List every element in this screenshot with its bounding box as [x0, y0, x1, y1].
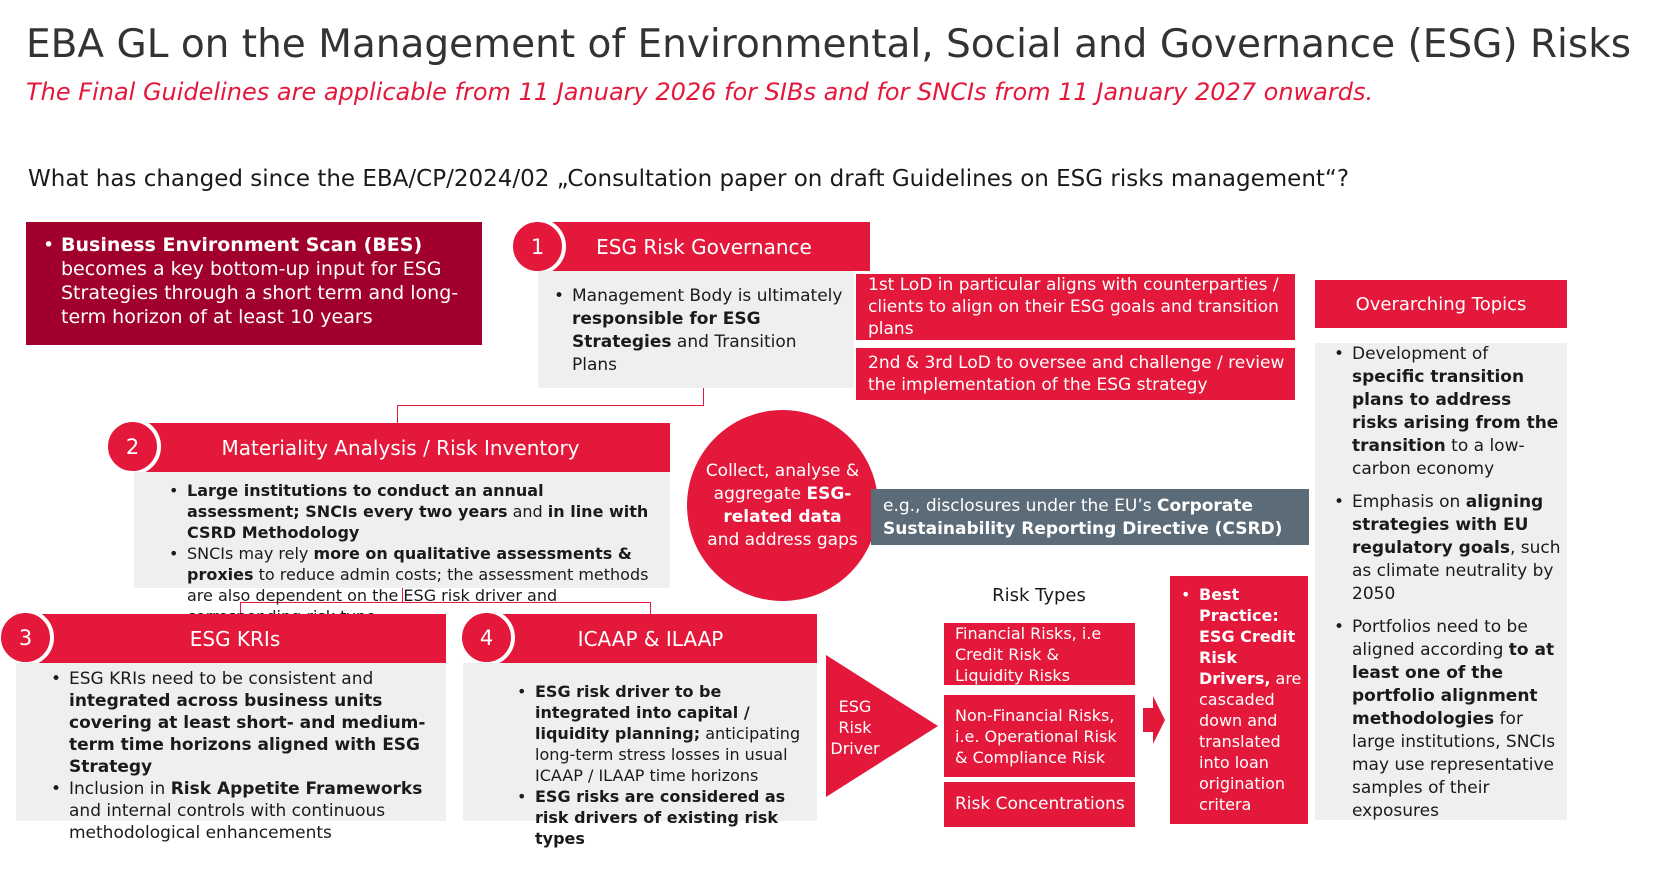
- kris-b2-pre: Inclusion in: [69, 779, 171, 799]
- governance-b1-pre: Management Body is ultimately: [572, 286, 843, 306]
- lod2-text: 2nd & 3rd LoD to oversee and challenge / review the implementation of the ESG strategy: [868, 353, 1285, 395]
- overarching-b2-pre: Emphasis on: [1352, 492, 1466, 512]
- section-question: What has changed since the EBA/CP/2024/02 „Consultation paper on draft Guidelines on ESG risks management“?: [28, 166, 1350, 192]
- best-practice-text: are cascaded down and translated into loan origination critera: [1199, 669, 1302, 814]
- csrd-text: e.g., disclosures under the EU’s: [883, 496, 1158, 516]
- overarching-b1-bold: specific transition plans to address risks arising from the transition: [1352, 367, 1559, 456]
- kris-bullet: [69, 668, 438, 778]
- overarching-bullet: [1352, 491, 1561, 606]
- governance-body: [538, 271, 854, 388]
- risk-type-concentrations: [944, 782, 1135, 827]
- lod1-text: 1st LoD in particular aligns with counterparties / clients to align on their ESG goals and transition plans: [868, 275, 1279, 339]
- governance-number-badge: [509, 218, 566, 275]
- kris-b2-bold: Risk Appetite Frameworks: [170, 779, 423, 799]
- risk-type-financial-text: Financial Risks, i.e Credit Risk & Liquidity Risks: [955, 624, 1102, 685]
- kris-body: [16, 663, 446, 843]
- risk-type-nonfinancial: [944, 695, 1135, 777]
- collect-circle: [687, 410, 878, 601]
- materiality-header: [131, 423, 670, 472]
- connector-line: [397, 405, 704, 406]
- bes-bold: Business Environment Scan (BES): [61, 234, 423, 256]
- kris-bullet: [69, 778, 438, 844]
- materiality-b1-mid: and: [507, 502, 548, 521]
- kris-b1-bold: integrated across business units covering at least short- and medium-term time horizons aligned with ESG Strategy: [69, 691, 426, 777]
- icaap-title: ICAAP & ILAAP: [577, 626, 724, 651]
- bes-box: [26, 222, 482, 345]
- overarching-body: [1315, 343, 1567, 820]
- connector-line: [397, 405, 398, 424]
- materiality-number: 2: [125, 434, 140, 459]
- collect-text1: Collect, analyse & aggregate: [705, 460, 860, 504]
- governance-b1-bold: responsible for ESG Strategies: [572, 309, 761, 352]
- icaap-number-badge: [458, 609, 515, 666]
- overarching-header: [1315, 280, 1567, 328]
- risk-type-concentrations-text: Risk Concentrations: [955, 794, 1125, 814]
- icaap-header: [484, 614, 817, 663]
- overarching-b3-pre: Portfolios need to be aligned according: [1352, 617, 1528, 660]
- lod1-box: [856, 274, 1295, 340]
- risk-driver-text: ESG Risk Driver: [830, 697, 880, 758]
- materiality-bullet: [187, 480, 660, 543]
- icaap-body: [463, 663, 817, 848]
- icaap-bullet: [535, 786, 809, 849]
- page-subtitle: The Final Guidelines are applicable from 11 January 2026 for SIBs and for SNCIs from 11 January 2027 onwards.: [26, 78, 1374, 106]
- governance-bullet: [572, 285, 846, 377]
- materiality-b2-bold: more on qualitative assessments & proxies: [187, 544, 632, 584]
- kris-number: 3: [18, 625, 33, 650]
- overarching-b3-post: for large institutions, SNCIs may use representative samples of their exposures: [1352, 709, 1556, 821]
- materiality-title: Materiality Analysis / Risk Inventory: [221, 435, 580, 460]
- materiality-b2-pre: SNCIs may rely: [187, 544, 314, 563]
- kris-b1-pre: ESG KRIs need to be consistent and: [69, 669, 374, 689]
- bes-bullet: [61, 233, 470, 329]
- risk-type-financial: [944, 623, 1135, 685]
- risk-driver-label: [828, 696, 882, 759]
- icaap-b2-bold: ESG risks are considered as risk drivers of existing risk types: [535, 787, 786, 848]
- overarching-bullet: [1352, 343, 1561, 481]
- materiality-b1-bold2: in line with CSRD Methodology: [187, 502, 649, 542]
- risk-types-heading: Risk Types: [992, 585, 1086, 606]
- best-practice-bold: Best Practice: ESG Credit Risk Drivers,: [1199, 585, 1296, 688]
- best-practice-box: [1170, 576, 1308, 824]
- overarching-b2-post: , such as climate neutrality by 2050: [1352, 538, 1561, 604]
- risk-type-nonfinancial-text: Non-Financial Risks, i.e. Operational Risk & Compliance Risk: [955, 706, 1117, 767]
- governance-b1-post: and Transition Plans: [572, 332, 797, 375]
- icaap-b1-post: anticipating long-term stress losses in usual ICAAP / ILAAP time horizons: [535, 724, 801, 785]
- governance-title: ESG Risk Governance: [596, 234, 812, 259]
- governance-header: [538, 222, 870, 271]
- governance-number: 1: [530, 234, 545, 259]
- materiality-b2-post: to reduce admin costs; the assessment methods are also dependent on the ESG risk driver and: [187, 565, 649, 605]
- kris-header: [24, 614, 446, 663]
- overarching-title: Overarching Topics: [1355, 293, 1527, 315]
- bes-text: becomes a key bottom-up input for ESG Strategies through a short term and long-term horizon of at least 10 years: [61, 258, 459, 328]
- overarching-bullet: [1352, 616, 1561, 823]
- collect-text2: and address gaps: [707, 529, 858, 550]
- kris-b2-post: and internal controls with continuous methodological enhancements: [69, 801, 386, 843]
- overarching-b3-bold: to at least one of the portfolio alignment methodologies: [1352, 640, 1555, 729]
- icaap-bullet: [535, 681, 809, 786]
- best-practice-bullet: [1199, 584, 1302, 815]
- collect-bold: ESG-related data: [723, 483, 852, 527]
- connector-line: [703, 388, 704, 406]
- csrd-box: [871, 489, 1309, 545]
- materiality-b1-bold1: Large institutions to conduct an annual assessment; SNCIs every two years: [187, 481, 544, 521]
- small-arrow-icon: [1143, 696, 1165, 744]
- overarching-b1-post: to a low-carbon economy: [1352, 436, 1525, 479]
- kris-title: ESG KRIs: [189, 626, 281, 651]
- overarching-b2-bold: aligning strategies with EU regulatory goals: [1352, 492, 1544, 558]
- lod2-box: [856, 348, 1295, 400]
- materiality-body: [134, 472, 670, 605]
- icaap-number: 4: [479, 625, 494, 650]
- page-title: EBA GL on the Management of Environmental, Social and Governance (ESG) Risks: [26, 22, 1632, 67]
- materiality-number-badge: [104, 418, 161, 475]
- icaap-b1-bold: ESG risk driver to be integrated into capital / liquidity planning;: [535, 682, 750, 743]
- overarching-b1-pre: Development of: [1352, 344, 1489, 364]
- csrd-bold: Corporate Sustainability Reporting Directive (CSRD): [883, 496, 1283, 539]
